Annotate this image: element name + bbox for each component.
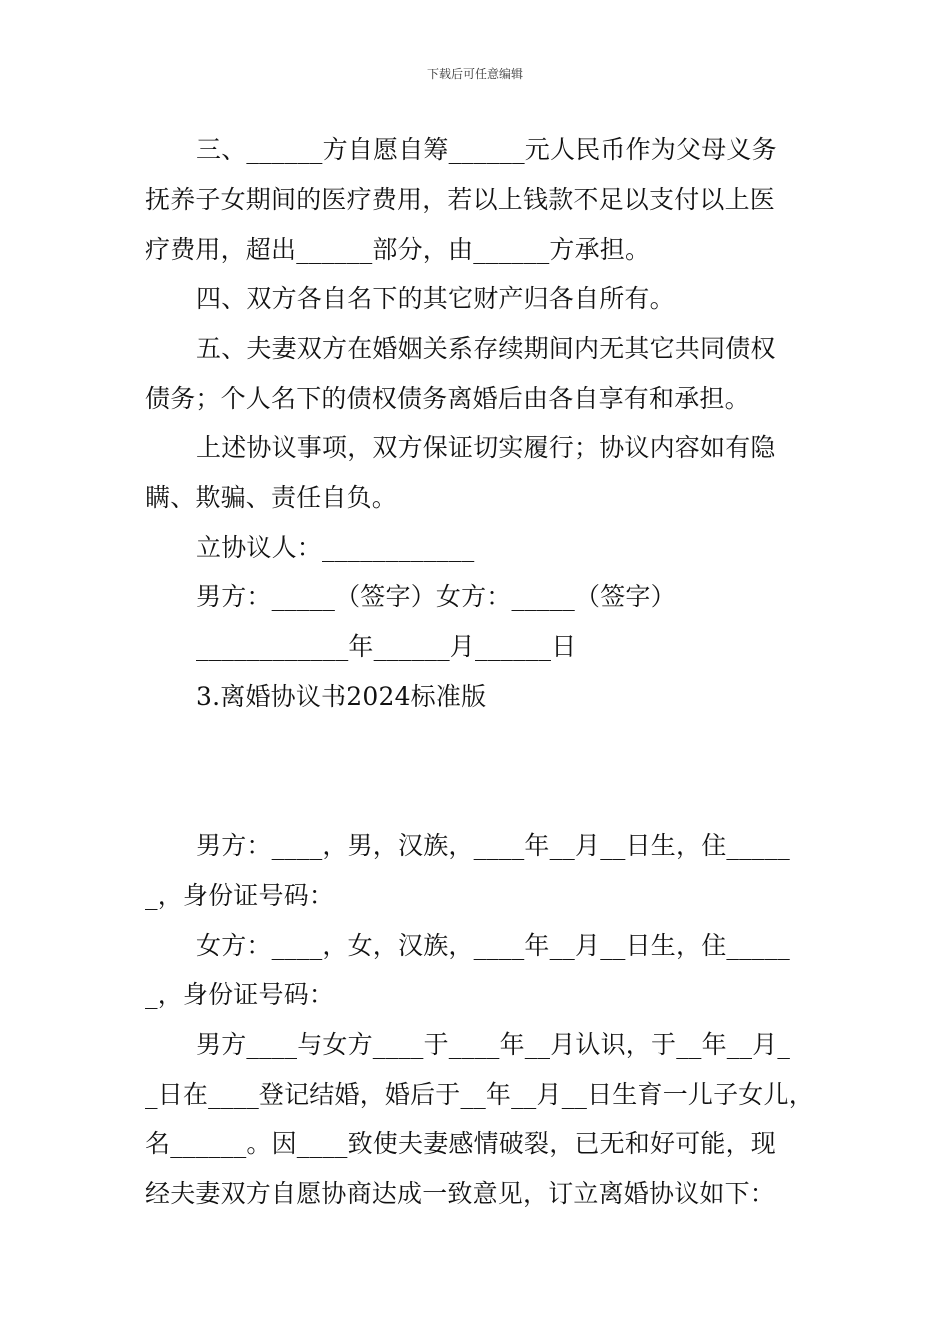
paragraph-line: 瞒、欺骗、责任自负。 <box>145 483 398 512</box>
paragraph-line: 上述协议事项，双方保证切实履行；协议内容如有隐 <box>196 433 776 462</box>
paragraph-line: 经夫妻双方自愿协商达成一致意见，订立离婚协议如下： <box>145 1179 776 1208</box>
signatory-line: 立协议人：____________ <box>196 533 475 562</box>
paragraph-line: _，身份证号码： <box>145 980 335 1009</box>
paragraph-line: 女方：____，女，汉族，____年__月__日生，住_____ <box>196 931 790 960</box>
signature-line: 男方：_____（签字）女方：_____（签字） <box>196 582 676 611</box>
page-header: 下载后可任意编辑 <box>426 67 523 81</box>
paragraph-line: 男方：____，男，汉族，____年__月__日生，住_____ <box>196 831 790 860</box>
paragraph-line: 男方____与女方____于____年__月认识，于__年__月_ <box>196 1030 791 1059</box>
paragraph-line: 抚养子女期间的医疗费用，若以上钱款不足以支付以上医 <box>145 185 776 214</box>
paragraph-line: 债务；个人名下的债权债务离婚后由各自享有和承担。 <box>145 384 750 413</box>
date-line: ____________年______月______日 <box>196 632 577 661</box>
paragraph-line: 疗费用，超出______部分，由______方承担。 <box>145 235 651 264</box>
paragraph-line: 四、双方各自名下的其它财产归各自所有。 <box>196 284 675 313</box>
paragraph-line: 五、夫妻双方在婚姻关系存续期间内无其它共同债权 <box>196 334 776 363</box>
paragraph-line: _，身份证号码： <box>145 881 335 910</box>
paragraph-line: 名______。因____致使夫妻感情破裂，已无和好可能，现 <box>145 1129 777 1158</box>
paragraph-line: 三、______方自愿自筹______元人民币作为父母义务 <box>196 135 777 164</box>
paragraph-line: _日在____登记结婚，婚后于__年__月__日生育一儿子女儿， <box>145 1080 814 1109</box>
section-title: 3.离婚协议书2024标准版 <box>196 682 487 711</box>
